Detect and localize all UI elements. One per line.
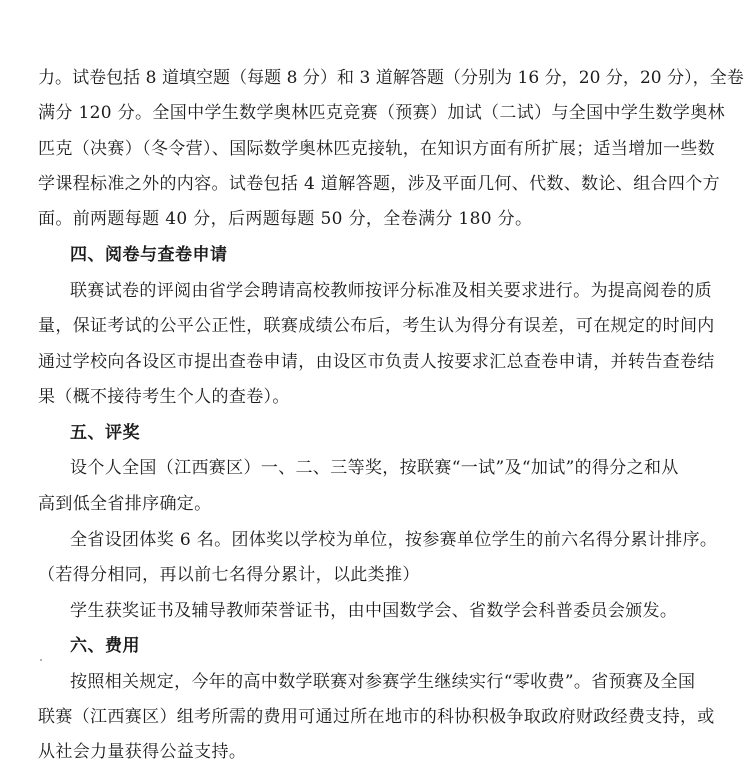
section-heading-review: 四、阅卷与查卷申请 xyxy=(70,245,228,265)
paragraph-line: 联赛（江西赛区）组考所需的费用可通过所在地市的科协积极争取政府财政经费支持，或 xyxy=(38,707,715,727)
paragraph-line: 果（概不接待考生个人的查卷）。 xyxy=(38,387,290,407)
paragraph-line: 量，保证考试的公平公正性，联赛成绩公布后，考生认为得分有误差，可在规定的时间内 xyxy=(38,316,715,336)
paragraph-line: 满分 120 分。全国中学生数学奥林匹克竞赛（预赛）加试（二试）与全国中学生数学奥林 xyxy=(38,103,725,123)
paragraph-line: 高到低全省排序确定。 xyxy=(38,494,212,514)
paragraph-line: 学生获奖证书及辅导教师荣誉证书，由中国数学会、省数学会科普委员会颁发。 xyxy=(70,601,678,621)
paragraph-line: 设个人全国（江西赛区）一、二、三等奖，按联赛“一试”及“加试”的得分之和从 xyxy=(70,458,679,478)
paragraph-line: 通过学校向各设区市提出查卷申请，由设区市负责人按要求汇总查卷申请，并转告查卷结 xyxy=(38,352,715,372)
paragraph-line: 从社会力量获得公益支持。 xyxy=(38,742,247,762)
section-heading-awards: 五、评奖 xyxy=(70,423,140,443)
paragraph-line: （若得分相同，再以前七名得分累计，以此类推） xyxy=(38,565,420,585)
paragraph-line: 联赛试卷的评阅由省学会聘请高校教师按评分标准及相关要求进行。为提高阅卷的质 xyxy=(70,281,712,301)
scan-speck xyxy=(40,659,42,661)
paragraph-line: 学课程标准之外的内容。试卷包括 4 道解答题，涉及平面几何、代数、数论、组合四个方 xyxy=(38,174,720,194)
paragraph-line: 面。前两题每题 40 分，后两题每题 50 分，全卷满分 180 分。 xyxy=(38,209,533,229)
paragraph-line: 全省设团体奖 6 名。团体奖以学校为单位，按参赛单位学生的前六名得分累计排序。 xyxy=(70,530,718,550)
paragraph-line: 力。试卷包括 8 道填空题（每题 8 分）和 3 道解答题（分别为 16 分，20 分，20 分），全卷 xyxy=(38,68,744,88)
paragraph-line: 匹克（决赛）（冬令营）、国际数学奥林匹克接轨，在知识方面有所扩展；适当增加一些数 xyxy=(38,139,715,159)
section-heading-fees: 六、费用 xyxy=(70,636,140,656)
paragraph-line: 按照相关规定，今年的高中数学联赛对参赛学生继续实行“零收费”。省预赛及全国 xyxy=(70,672,696,692)
